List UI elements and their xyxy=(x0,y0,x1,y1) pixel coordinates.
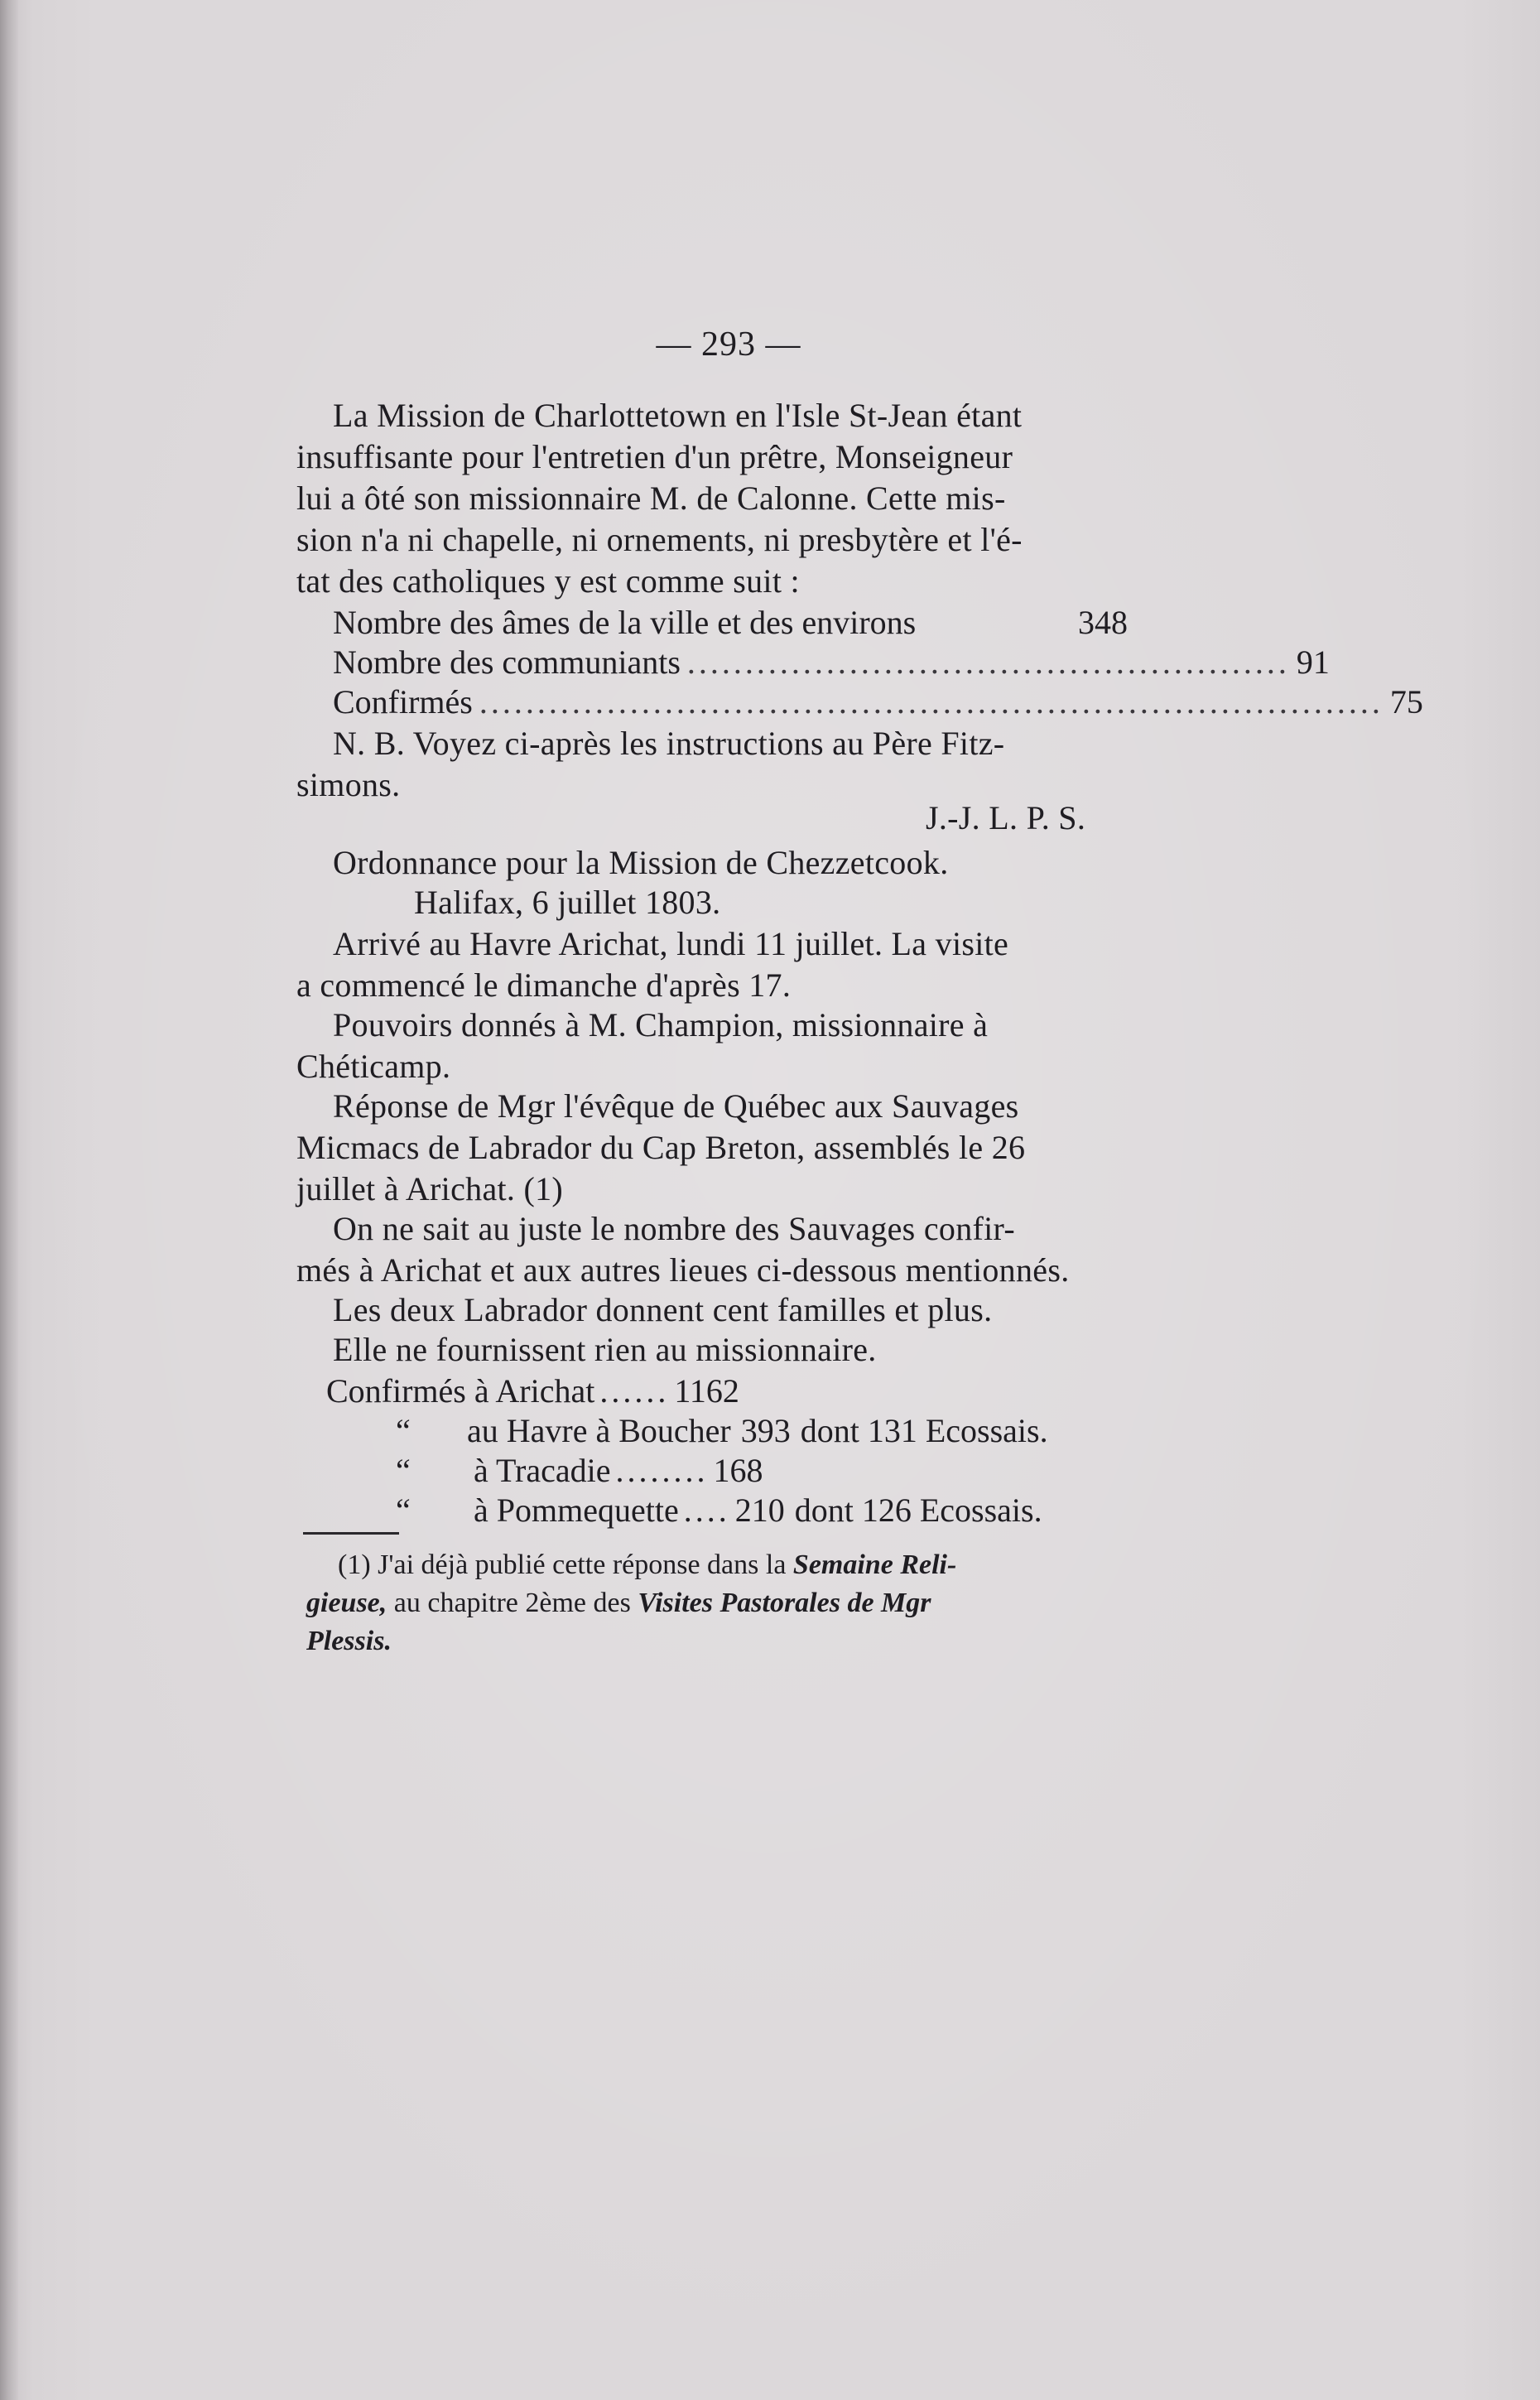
footnote-text: au chapitre 2ème des xyxy=(387,1588,638,1618)
place-name: à Tracadie xyxy=(474,1452,611,1489)
confirmation-count: 210 xyxy=(734,1492,785,1529)
footnote-italic: gieuse, xyxy=(306,1588,387,1618)
dot-leader: .............................................................................. xyxy=(479,683,1384,720)
place-name: Confirmés à Arichat xyxy=(326,1372,595,1410)
signature: J.-J. L. P. S. xyxy=(926,799,1086,836)
footnote-line xyxy=(306,1623,392,1660)
census-row xyxy=(333,603,1128,643)
text-line: juillet à Arichat. (1) xyxy=(296,1170,564,1207)
census-row xyxy=(333,643,1330,682)
confirmation-count: 168 xyxy=(713,1452,763,1489)
ditto-mark: “ xyxy=(396,1412,411,1449)
text-line: més à Arichat et aux autres lieues ci-dessous mentionnés. xyxy=(296,1251,1070,1289)
footnote-text: (1) J'ai déjà publié cette réponse dans la xyxy=(338,1549,793,1580)
footnote-rule xyxy=(303,1532,399,1535)
confirmation-note: dont 126 Ecossais. xyxy=(794,1492,1042,1529)
dot-leader: .... xyxy=(683,1492,730,1529)
confirmation-row xyxy=(396,1491,1042,1530)
census-row xyxy=(333,682,1423,722)
place-name: au Havre à Boucher xyxy=(467,1412,731,1449)
ditto-mark: “ xyxy=(396,1492,411,1529)
confirmation-count: 1162 xyxy=(674,1372,739,1410)
census-label: Nombre des communiants xyxy=(333,643,681,681)
footnote-line xyxy=(338,1547,956,1583)
census-value: 91 xyxy=(1296,643,1330,681)
text-line: Halifax, 6 juillet 1803. xyxy=(414,884,721,921)
text-line: Arrivé au Havre Arichat, lundi 11 juillet. La visite xyxy=(333,925,1009,962)
text-line: Ordonnance pour la Mission de Chezzetcook. xyxy=(333,844,949,881)
footnote-italic: Semaine Reli- xyxy=(792,1549,957,1580)
text-line: Pouvoirs donnés à M. Champion, missionnaire à xyxy=(333,1006,989,1043)
place-name: à Pommequette xyxy=(474,1492,679,1529)
footnote-italic: Plessis. xyxy=(306,1626,392,1656)
confirmation-row xyxy=(396,1451,763,1491)
text-line: sion n'a ni chapelle, ni ornements, ni presbytère et l'é- xyxy=(296,521,1023,558)
text-line: tat des catholiques y est comme suit : xyxy=(296,562,800,600)
census-label: Nombre des âmes de la ville et des environs xyxy=(333,604,917,641)
text-line: lui a ôté son missionnaire M. de Calonne. Cette mis- xyxy=(296,480,1006,517)
text-line: Micmacs de Labrador du Cap Breton, assemblés le 26 xyxy=(296,1129,1026,1166)
footnote-line xyxy=(306,1585,931,1622)
census-value: 348 xyxy=(1078,604,1128,641)
census-label: Confirmés xyxy=(333,683,473,720)
census-value: 75 xyxy=(1389,683,1423,720)
text-line: simons. xyxy=(296,766,401,803)
text-line: Elle ne fournissent rien au missionnaire. xyxy=(333,1331,877,1368)
text-line: Les deux Labrador donnent cent familles et plus. xyxy=(333,1291,993,1328)
text-line: insuffisante pour l'entretien d'un prêtre, Monseigneur xyxy=(296,438,1013,475)
page-number: — 293 — xyxy=(656,325,801,364)
dot-leader: .................................................... xyxy=(686,643,1290,681)
text-line: a commencé le dimanche d'après 17. xyxy=(296,966,792,1004)
ditto-mark: “ xyxy=(396,1452,411,1489)
confirmation-row xyxy=(396,1411,1048,1451)
text-line: Réponse de Mgr l'évêque de Québec aux Sauvages xyxy=(333,1087,1019,1125)
text-line: N. B. Voyez ci-après les instructions au Père Fitz- xyxy=(333,725,1005,762)
text-line: On ne sait au juste le nombre des Sauvages confir- xyxy=(333,1210,1015,1247)
footnote-italic: Visites Pastorales de Mgr xyxy=(638,1588,931,1618)
confirmation-count: 393 xyxy=(740,1412,791,1449)
confirmation-note: dont 131 Ecossais. xyxy=(800,1412,1048,1449)
dot-leader: ...... xyxy=(599,1372,670,1410)
text-line: Chéticamp. xyxy=(296,1048,451,1085)
text-line: La Mission de Charlottetown en l'Isle St-Jean étant xyxy=(333,397,1023,434)
confirmation-row xyxy=(326,1371,739,1411)
dot-leader: ........ xyxy=(615,1452,709,1489)
